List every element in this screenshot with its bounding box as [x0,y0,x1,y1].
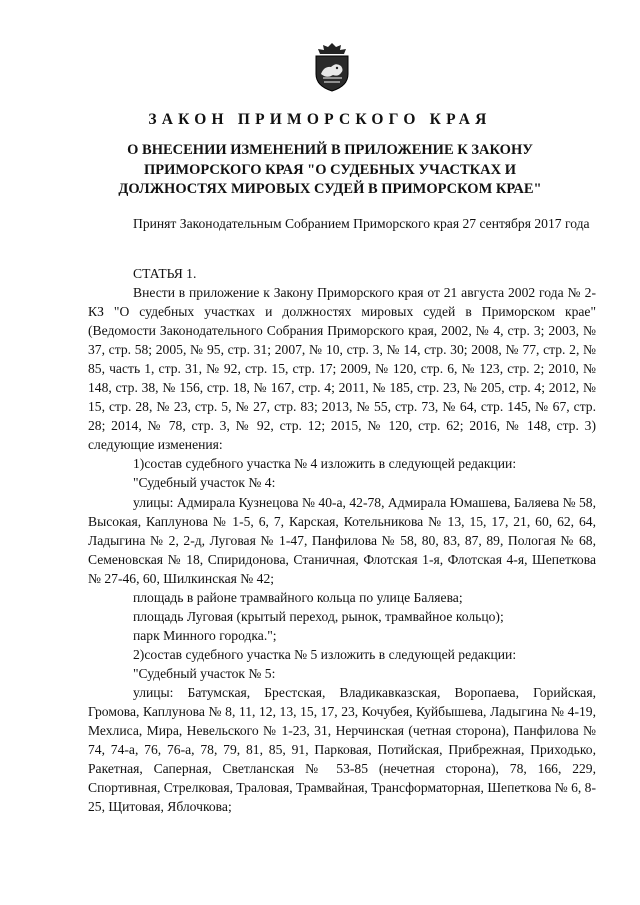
paragraph: "Судебный участок № 5: [133,665,276,681]
paragraph: площадь в районе трамвайного кольца по улице Баляева; [133,589,463,605]
paragraph: площадь Луговая (крытый переход, рынок, трамвайное кольцо); [133,608,504,624]
paragraph: парк Минного городка."; [133,627,277,643]
paragraph: улицы: Адмирала Кузнецова № 40-а, 42-78, Адмирала Юмашева, Баляева № 58, Высокая, Каплунова № 1-5, 6, 7, Карская, Котельникова № 13, 15, 17, 21, 60, 62, 64, Ладыгина № 2, 2-д, Луговая № 1-47, Панфилова № 58, 80, 83, 87, 89, Пологая № 68, Семеновская № 18, Спиридонова, Станичная, Флотская 1-я, Флотская 4-я, Шепеткова № 27-46, 60, Шилкинская № 42; [88,494,596,586]
paragraph: "Судебный участок № 4: [133,475,276,491]
law-title: ЗАКОН ПРИМОРСКОГО КРАЯ [148,111,492,128]
paragraph: Внести в приложение к Закону Приморского края от 21 августа 2002 года № 2-КЗ "О судебных участках и должностях мировых судей в Приморском крае" (Ведомости Законодательного Собрания Приморского края, 2002, № 4, стр. 3; 2003, № 37, стр. 58; 2005, № 95, стр. 31; 2007, № 10, стр. 3, № 14, стр. 30; 2008, № 77, стр. 2, № 85, часть 1, стр. 31, № 92, стр. 15, стр. 17; 2009, № 120, стр. 6, № 123, стр. 2; 2010, № 148, стр. 38, № 156, стр. 18, № 167, стр. 4; 2011, № 185, стр. 23, № 205, стр. 4; 2012, № 15, стр. 28, № 23, стр. 5, № 27, стр. 83; 2013, № 55, стр. 73, № 64, стр. 145, № 67, стр. 28; 2014, № 78, стр. 3, № 92, стр. 12; 2015, № 120, стр. 62; 2016, № 148, стр. 3) следующие изменения: [88,285,596,453]
paragraph: 1)состав судебного участка № 4 изложить в следующей редакции: [133,456,517,472]
paragraph: улицы: Батумская, Брестская, Владикавказская, Воропаева, Горийская, Громова, Каплунова № 8, 11, 12, 13, 15, 17, 23, Кочубея, Куйбышева, Ладыгина № 4-19, Мехлиса, Мира, Невельского № 1-23, 31, Нерчинская (четная сторона), Панфилова № 74, 74-а, 76, 76-а, 78, 79, 81, 85, 91, Парковая, Потийская, Прибрежная, Приходько, Ракетная, Саперная, Светланская № 53-85 (нечетная сторона), 78, 166, 229, Спортивная, Стрелковая, Траловая, Трамвайная, Трансформаторная, Шепеткова № 6, 8-25, Щитовая, Яблочкова; [88,684,597,815]
coat-of-arms-icon [310,42,354,92]
article-body [88,283,596,816]
paragraph: 2)состав судебного участка № 5 изложить в следующей редакции: [133,646,517,662]
adoption-note: Принят Законодательным Собранием Приморского края 27 сентября 2017 года [133,216,590,231]
law-subtitle: О ВНЕСЕНИИ ИЗМЕНЕНИЙ В ПРИЛОЖЕНИЕ К ЗАКОНУ ПРИМОРСКОГО КРАЯ "О СУДЕБНЫХ УЧАСТКАХ И ДОЛЖНОСТЯХ МИРОВЫХ СУДЕЙ В ПРИМОРСКОМ КРАЕ" [118,142,542,197]
article-heading: СТАТЬЯ 1. [133,266,197,281]
